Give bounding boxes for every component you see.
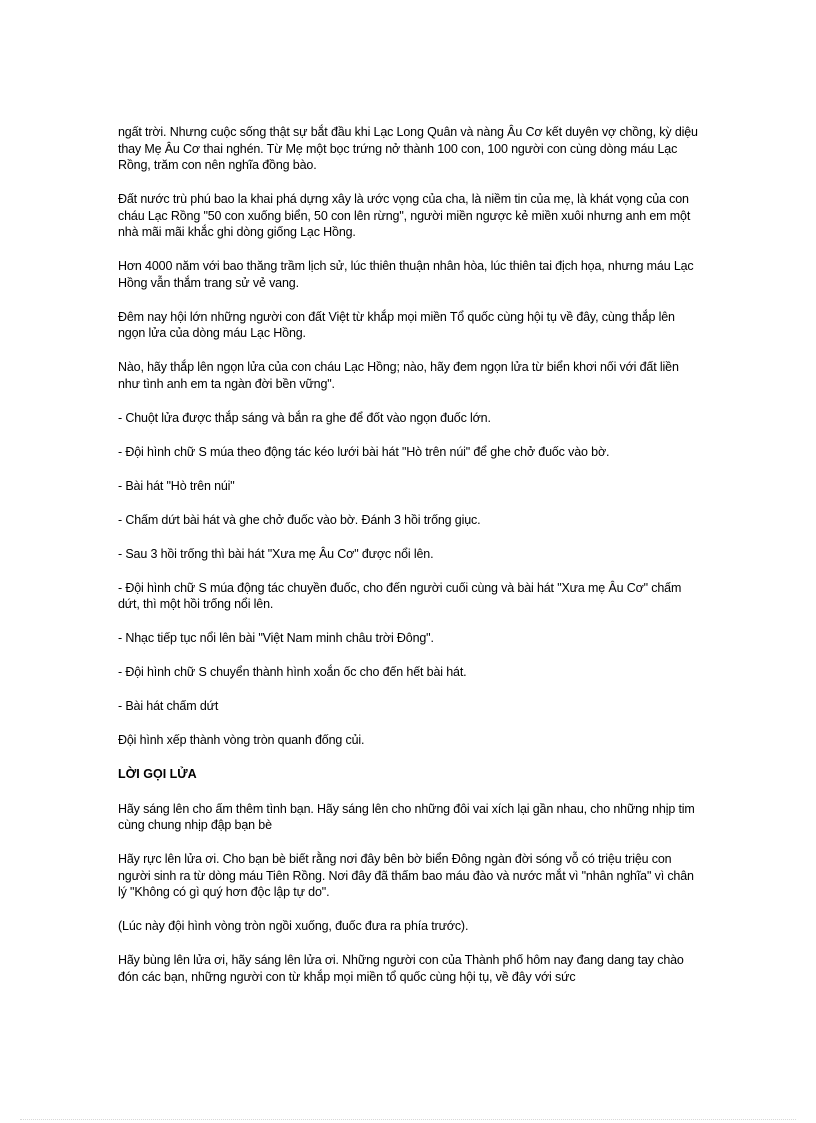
paragraph: Hãy rực lên lửa ơi. Cho bạn bè biết rằng nơi đây bên bờ biển Đông ngàn đời sóng vỗ có triệu triệu con người sinh ra từ dòng máu Tiên Rồng. Nơi đây đã thấm bao máu đào và nước mắt vì "nhân nghĩa" vì chân lý "Không có gì quý hơn độc lập tự do".	[118, 852, 694, 899]
paragraph: Hãy sáng lên cho ấm thêm tình bạn. Hãy sáng lên cho những đôi vai xích lại gần nhau, cho những nhịp tim cùng chung nhịp đập bạn bè	[118, 801, 695, 832]
list-item: - Sau 3 hồi trống thì bài hát "Xưa mẹ Âu Cơ" được nổi lên.	[118, 546, 434, 561]
paragraph: Hơn 4000 năm với bao thăng trầm lịch sử, lúc thiên thuận nhân hòa, lúc thiên tai địch họa, nhưng máu Lạc Hồng vẫn thắm trang sử vẻ vang.	[118, 259, 694, 290]
paragraph: Đội hình xếp thành vòng tròn quanh đống củi.	[118, 733, 365, 747]
list-item: - Đội hình chữ S múa động tác chuyền đuốc, cho đến người cuối cùng và bài hát "Xưa mẹ Âu Cơ" chấm dứt, thì một hồi trống nổi lên.	[118, 580, 682, 611]
page-bottom-divider	[20, 1119, 796, 1120]
section-heading: LỜI GỌI LỬA	[118, 767, 197, 781]
paragraph: Nào, hãy thắp lên ngọn lửa của con cháu Lạc Hồng; nào, hãy đem ngọn lửa từ biển khơi nối với đất liền như tình anh em ta ngàn đời bền vững".	[118, 360, 679, 391]
paragraph: ngất trời. Nhưng cuộc sống thật sự bắt đầu khi Lạc Long Quân và nàng Âu Cơ kết duyên vợ chồng, kỳ diệu thay Mẹ Âu Cơ thai nghén. Từ Mẹ một bọc trứng nở thành 100 con, 100 người con cùng dòng máu Lạc Rồng, trăm con nên nghĩa đồng bào.	[118, 125, 698, 172]
list-item: - Đội hình chữ S múa theo động tác kéo lưới bài hát "Hò trên núi" để ghe chở đuốc vào bờ.	[118, 444, 610, 459]
list-item: - Nhạc tiếp tục nổi lên bài "Việt Nam minh châu trời Đông".	[118, 631, 434, 645]
list-item: - Bài hát chấm dứt	[118, 699, 219, 713]
list-item: - Đội hình chữ S chuyển thành hình xoắn ốc cho đến hết bài hát.	[118, 665, 467, 679]
paragraph: Đêm nay hội lớn những người con đất Việt từ khắp mọi miền Tổ quốc cùng hội tụ về đây, cùng thắp lên ngọn lửa của dòng máu Lạc Hồng.	[118, 309, 675, 340]
paragraph: Hãy bùng lên lửa ơi, hãy sáng lên lửa ơi. Những người con của Thành phố hôm nay đang dang tay chào đón các bạn, những người con từ khắp mọi miền tổ quốc cùng hội tụ, về đây với sức	[118, 953, 684, 984]
paragraph: (Lúc này đội hình vòng tròn ngồi xuống, đuốc đưa ra phía trước).	[118, 919, 469, 933]
list-item: - Chuột lửa được thắp sáng và bắn ra ghe để đốt vào ngọn đuốc lớn.	[118, 410, 491, 425]
list-item: - Chấm dứt bài hát và ghe chở đuốc vào bờ. Đánh 3 hồi trống giục.	[118, 512, 481, 527]
document-page	[118, 124, 698, 1003]
list-item: - Bài hát "Hò trên núi"	[118, 478, 235, 493]
paragraph: Đất nước trù phú bao la khai phá dựng xây là ước vọng của cha, là niềm tin của mẹ, là khát vọng của con cháu Lạc Rồng "50 con xuống biển, 50 con lên rừng", người miền ngược kẻ miền xuôi nhưng anh em một nhà mãi mãi khắc ghi dòng giống Lạc Hồng.	[118, 192, 691, 239]
